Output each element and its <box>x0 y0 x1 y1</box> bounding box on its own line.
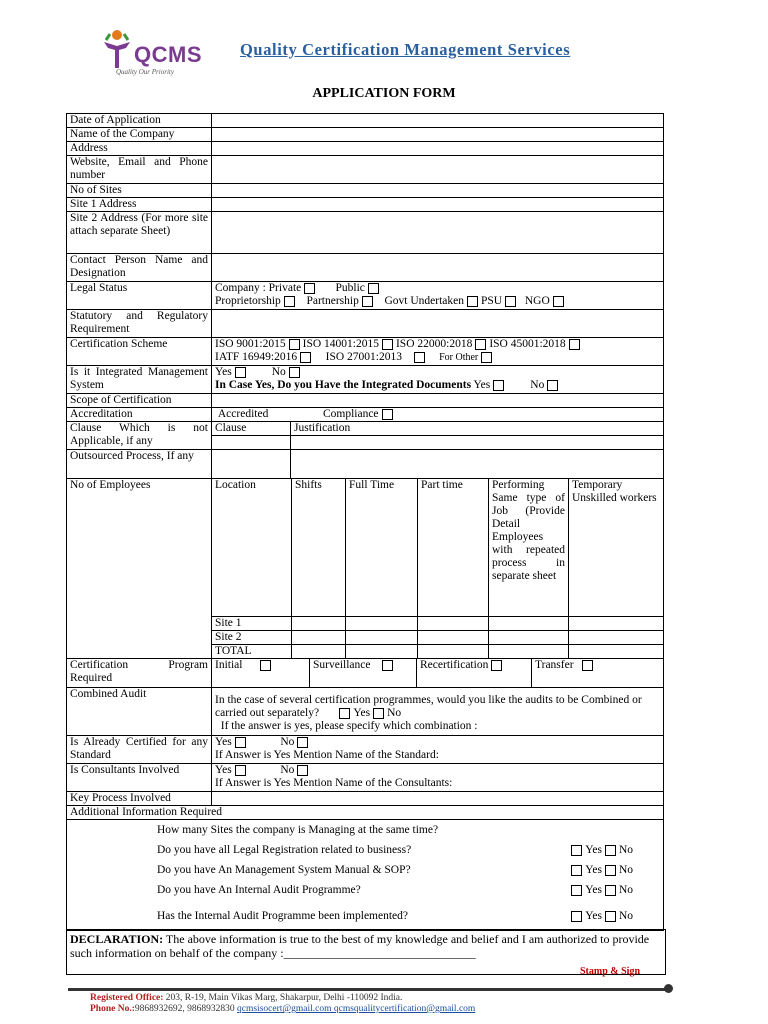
question-row <box>157 864 663 884</box>
program-surveillance <box>310 659 417 687</box>
emp-cell[interactable] <box>569 616 664 630</box>
stamp-sign-label: Stamp & Sign <box>580 966 641 977</box>
option-psu: PSU <box>480 295 503 307</box>
option-recertification: Recertification <box>420 659 489 671</box>
option-docs-no: No <box>530 379 545 391</box>
footer-address <box>90 993 402 1003</box>
program-table <box>212 659 663 687</box>
application-form-table <box>66 113 664 931</box>
option-govt: Govt Undertaken <box>384 295 464 307</box>
emp-cell[interactable] <box>569 630 664 644</box>
checkbox-iso9001[interactable] <box>289 339 300 350</box>
emp-row-label: Site 1 <box>212 616 292 630</box>
checkbox-q-yes[interactable] <box>571 845 582 856</box>
checkbox-iso45001[interactable] <box>569 339 580 350</box>
emp-header-shifts: Shifts <box>292 479 346 616</box>
label-site2: Site 2 Address (For more site attach separate Sheet) <box>67 212 212 254</box>
question-row <box>157 844 663 864</box>
label-employees: No of Employees <box>67 479 212 659</box>
option-proprietorship: Proprietorship <box>215 295 281 307</box>
option-consultants-yes: Yes <box>215 764 232 776</box>
emp-row-label: Site 2 <box>212 630 292 644</box>
program-initial <box>212 659 310 687</box>
option-q-yes: Yes <box>585 864 602 876</box>
label-clause: Clause Which is not Applicable, if any <box>67 422 212 450</box>
email-links[interactable]: qcmsisocert@gmail.com qcmsqualitycertification@gmail.com <box>237 1004 476 1014</box>
checkbox-recertification[interactable] <box>491 660 502 671</box>
checkbox-q-yes[interactable] <box>571 911 582 922</box>
emp-header-performing: Performing Same type of Job (Provide Detail Employees with repeated process in separate sheet <box>489 479 569 616</box>
option-iso22000: ISO 22000:2018 <box>395 338 473 350</box>
input-site2[interactable] <box>212 212 664 254</box>
declaration-box <box>66 929 666 975</box>
emp-cell[interactable] <box>489 644 569 658</box>
question-text: Do you have An Internal Audit Programme? <box>157 884 361 896</box>
input-address[interactable] <box>212 142 664 156</box>
outsourced-input-a[interactable] <box>212 450 291 478</box>
option-q-yes: Yes <box>585 910 602 922</box>
already-content <box>212 736 664 764</box>
company-logo <box>100 28 220 76</box>
input-key-process[interactable] <box>212 792 664 806</box>
label-scope: Scope of Certification <box>67 394 212 408</box>
questions-list <box>67 820 663 930</box>
checkbox-partnership[interactable] <box>362 296 373 307</box>
checkbox-combined-no[interactable] <box>373 708 384 719</box>
option-initial: Initial <box>215 659 243 671</box>
option-private: Company : Private <box>215 282 302 294</box>
integrated-question: In Case Yes, Do you Have the Integrated Documents <box>215 379 472 391</box>
emp-row-label: TOTAL <box>212 644 292 658</box>
option-iatf: IATF 16949:2016 <box>215 351 298 363</box>
label-company: Name of the Company <box>67 128 212 142</box>
program-recert <box>417 659 532 687</box>
checkbox-integrated-yes[interactable] <box>235 367 246 378</box>
option-consultants-no: No <box>280 764 295 776</box>
checkbox-q-no[interactable] <box>605 865 616 876</box>
checkbox-iatf[interactable] <box>300 352 311 363</box>
emp-cell[interactable] <box>292 644 346 658</box>
option-iso27001: ISO 27001:2013 <box>325 351 402 363</box>
input-statutory[interactable] <box>212 310 664 338</box>
question-row <box>157 884 663 910</box>
label-already: Is Already Certified for any Standard <box>67 736 212 764</box>
question-text: Do you have An Management System Manual & SOP? <box>157 864 411 876</box>
question-text: Has the Internal Audit Programme been implemented? <box>157 910 409 922</box>
form-title: APPLICATION FORM <box>312 86 456 101</box>
label-integrated: Is it Integrated Management System <box>67 366 212 394</box>
label-additional: Additional Information Required <box>67 806 664 820</box>
question-text: How many Sites the company is Managing at the same time? <box>157 824 439 836</box>
emp-cell[interactable] <box>569 644 664 658</box>
checkbox-surveillance[interactable] <box>382 660 393 671</box>
input-company[interactable] <box>212 128 664 142</box>
label-statutory: Statutory and Regulatory Requirement <box>67 310 212 338</box>
emp-cell[interactable] <box>418 616 489 630</box>
checkbox-consultants-yes[interactable] <box>235 765 246 776</box>
office-address: 203, R-19, Main Vikas Marg, Shakarpur, Delhi -110092 India. <box>165 993 403 1003</box>
label-program: Certification Program Required <box>67 659 212 688</box>
label-contact: Contact Person Name and Designation <box>67 254 212 282</box>
emp-header-parttime: Part time <box>418 479 489 616</box>
input-scope[interactable] <box>212 394 664 408</box>
option-surveillance: Surveillance <box>313 659 371 671</box>
input-website[interactable] <box>212 156 664 184</box>
emp-header-fulltime: Full Time <box>346 479 418 616</box>
emp-cell[interactable] <box>489 616 569 630</box>
outsourced-cell <box>212 450 664 479</box>
checkbox-other[interactable] <box>481 352 492 363</box>
label-outsourced: Outsourced Process, If any <box>67 450 212 479</box>
emp-cell[interactable] <box>346 616 418 630</box>
accreditation-options <box>212 408 664 422</box>
checkbox-govt[interactable] <box>467 296 478 307</box>
option-integrated-yes: Yes <box>215 366 232 378</box>
checkbox-already-no[interactable] <box>297 737 308 748</box>
option-ngo: NGO <box>524 295 550 307</box>
justification-header: Justification <box>291 422 664 436</box>
integrated-options <box>212 366 664 394</box>
emp-cell[interactable] <box>346 644 418 658</box>
label-site1: Site 1 Address <box>67 198 212 212</box>
label-website: Website, Email and Phone number <box>67 156 212 184</box>
option-iso45001: ISO 45001:2018 <box>489 338 566 350</box>
employees-table-cell <box>212 479 664 659</box>
label-date: Date of Application <box>67 114 212 128</box>
checkbox-docs-no[interactable] <box>547 380 558 391</box>
option-q-no: No <box>618 864 633 876</box>
outsourced-table <box>212 450 663 478</box>
combined-content <box>212 688 664 736</box>
checkbox-q-no[interactable] <box>605 885 616 896</box>
emp-header-location: Location <box>212 479 292 616</box>
checkbox-q-yes[interactable] <box>571 885 582 896</box>
option-integrated-no: No <box>271 366 286 378</box>
emp-header-temporary: Temporary Unskilled workers <box>569 479 664 616</box>
option-already-no: No <box>280 736 295 748</box>
outsourced-input-b[interactable] <box>291 450 664 478</box>
declaration-label: DECLARATION: <box>70 932 164 946</box>
option-partnership: Partnership <box>306 295 359 307</box>
option-combined-yes: Yes <box>353 707 371 719</box>
emp-cell[interactable] <box>292 616 346 630</box>
label-scheme: Certification Scheme <box>67 338 212 366</box>
label-consultants: Is Consultants Involved <box>67 764 212 792</box>
clause-table <box>212 422 663 449</box>
option-q-no: No <box>618 844 633 856</box>
logo-tagline: Quality Our Priority <box>116 68 174 76</box>
input-contact[interactable] <box>212 254 664 282</box>
option-docs-yes: Yes <box>473 379 491 391</box>
company-title: Quality Certification Management Services <box>240 40 571 59</box>
footer-contact <box>90 1004 475 1014</box>
option-q-no: No <box>618 910 633 922</box>
emp-cell[interactable] <box>418 644 489 658</box>
option-accredited: Accredited <box>217 408 269 420</box>
input-site1[interactable] <box>212 198 664 212</box>
checkbox-compliance[interactable] <box>382 409 393 420</box>
label-legal: Legal Status <box>67 282 212 310</box>
checkbox-iso14001[interactable] <box>382 339 393 350</box>
option-q-yes: Yes <box>585 884 602 896</box>
clause-table-cell <box>212 422 664 450</box>
label-accreditation: Accreditation <box>67 408 212 422</box>
combined-text: In the case of several certification programmes, would you like the audits to be Combined or carried out separately? <box>215 694 642 719</box>
clause-header: Clause <box>212 422 291 436</box>
footer-divider <box>68 988 668 991</box>
emp-cell[interactable] <box>489 630 569 644</box>
phone-label: Phone No.: <box>90 1004 135 1014</box>
combined-followup: If the answer is yes, please specify which combination : <box>220 720 478 732</box>
checkbox-combined-yes[interactable] <box>339 708 350 719</box>
phone-numbers: 9868932692, 9868932830 <box>134 1004 235 1014</box>
input-date[interactable] <box>212 114 664 128</box>
declaration-text: The above information is true to the best of my knowledge and belief and I am authorized to provide such information on behalf of the company :________________________________ <box>70 932 650 960</box>
question-text: Do you have all Legal Registration related to business? <box>157 844 412 856</box>
checkbox-ngo[interactable] <box>553 296 564 307</box>
option-iso14001: ISO 14001:2015 <box>302 338 379 350</box>
justification-input[interactable] <box>291 436 664 449</box>
office-label: Registered Office: <box>90 993 164 1003</box>
emp-cell[interactable] <box>292 630 346 644</box>
checkbox-already-yes[interactable] <box>235 737 246 748</box>
scheme-options <box>212 338 664 366</box>
emp-cell[interactable] <box>346 630 418 644</box>
checkbox-iso22000[interactable] <box>475 339 486 350</box>
question-row <box>157 824 663 844</box>
emp-cell[interactable] <box>418 630 489 644</box>
label-combined: Combined Audit <box>67 688 212 736</box>
checkbox-transfer[interactable] <box>582 660 593 671</box>
program-transfer <box>532 659 664 687</box>
employees-table <box>212 479 663 658</box>
footer-bullet-icon <box>664 984 673 993</box>
option-iso9001: ISO 9001:2015 <box>215 338 286 350</box>
label-address: Address <box>67 142 212 156</box>
checkbox-psu[interactable] <box>505 296 516 307</box>
option-other: For Other <box>439 352 479 363</box>
input-sites[interactable] <box>212 184 664 198</box>
checkbox-q-yes[interactable] <box>571 865 582 876</box>
option-q-yes: Yes <box>585 844 602 856</box>
legal-status-options <box>212 282 664 310</box>
checkbox-q-no[interactable] <box>605 911 616 922</box>
option-transfer: Transfer <box>535 659 574 671</box>
checkbox-consultants-no[interactable] <box>297 765 308 776</box>
consultants-content <box>212 764 664 792</box>
option-q-no: No <box>618 884 633 896</box>
questions-cell <box>67 820 664 931</box>
consultants-note: If Answer is Yes Mention Name of the Consultants: <box>215 777 453 789</box>
already-note: If Answer is Yes Mention Name of the Standard: <box>215 749 439 761</box>
program-cell <box>212 659 664 688</box>
label-key-process: Key Process Involved <box>67 792 212 806</box>
checkbox-proprietorship[interactable] <box>284 296 295 307</box>
checkbox-docs-yes[interactable] <box>493 380 504 391</box>
checkbox-private[interactable] <box>304 283 315 294</box>
logo-figure-icon <box>100 28 134 72</box>
checkbox-q-no[interactable] <box>605 845 616 856</box>
option-already-yes: Yes <box>215 736 232 748</box>
checkbox-integrated-no[interactable] <box>289 367 300 378</box>
option-public: Public <box>335 282 365 294</box>
option-compliance: Compliance <box>322 408 379 420</box>
checkbox-initial[interactable] <box>260 660 271 671</box>
clause-input[interactable] <box>212 436 291 449</box>
label-sites: No of Sites <box>67 184 212 198</box>
logo-text: QCMS <box>134 42 202 67</box>
checkbox-public[interactable] <box>368 283 379 294</box>
option-combined-no: No <box>387 707 402 719</box>
question-row <box>157 910 663 926</box>
checkbox-iso27001[interactable] <box>414 352 425 363</box>
